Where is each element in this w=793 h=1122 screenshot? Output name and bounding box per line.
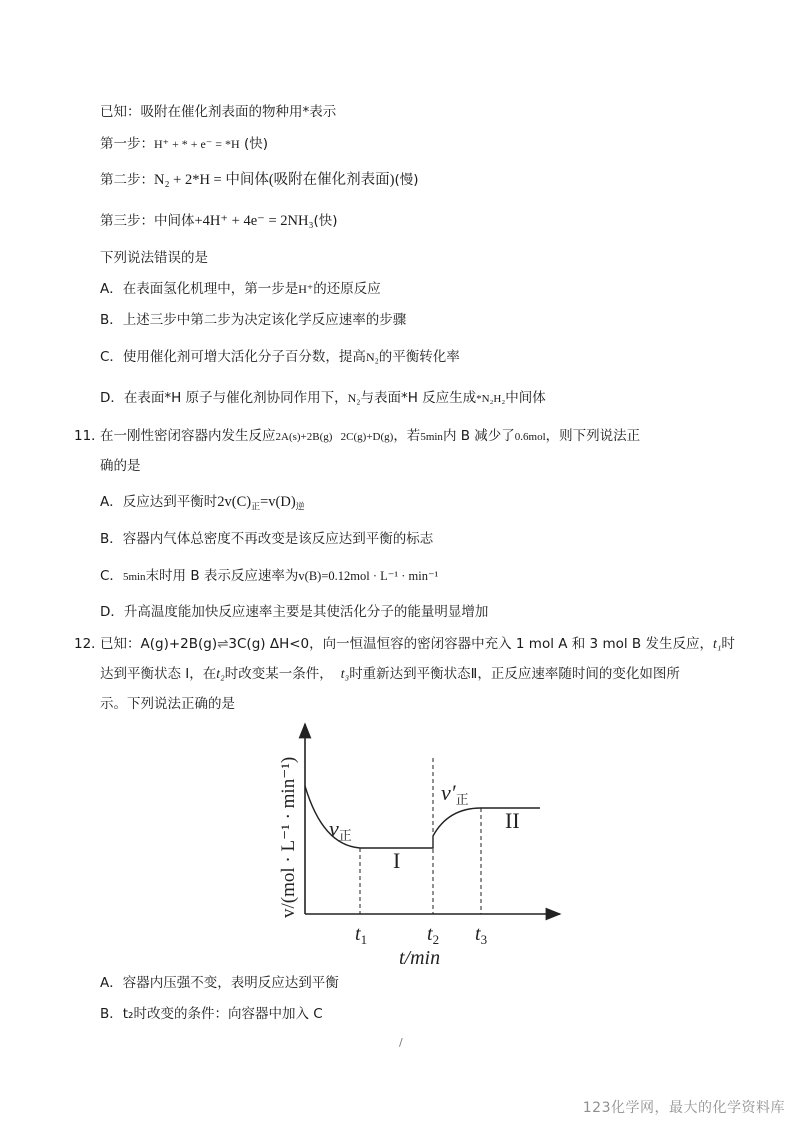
step-2-formula: N₂ + 2*H = 中间体(吸附在催化剂表面): [154, 172, 395, 188]
q12-t3: t₃: [340, 666, 350, 681]
tick-t1: $t_1$: [355, 923, 368, 947]
q12-line-1-b: 3C(g) ΔH<0，向一恒温恒容的密闭容器中充入 1 mol A 和 3 mol B 发生反应，: [228, 636, 713, 652]
q11-stem-c: 内 B 减少了: [442, 428, 515, 444]
equilibrium-arrow-icon: ⇌: [217, 636, 229, 652]
curve2-label: v′正: [441, 780, 469, 807]
q12-line-2-b: 时改变某一条件，: [224, 666, 333, 682]
q11-reaction: 2A(s)+2B(g) 2C(g)+D(g): [275, 431, 394, 443]
q10-option-d-formula-2: *N₂H₂: [476, 393, 506, 405]
q11-stem-line2: 确的是: [100, 458, 141, 474]
q11-stem-d: ，则下列说法正: [545, 428, 641, 444]
q11-option-b[interactable]: B．容器内气体总密度不再改变是该反应达到平衡的标志: [100, 531, 434, 547]
x-axis-label: t/min: [399, 947, 441, 969]
region-2-label: II: [505, 808, 520, 833]
q10-option-d-tail: 中间体: [505, 390, 546, 406]
q12-option-b[interactable]: B．t₂时改变的条件：向容器中加入 C: [100, 1006, 323, 1022]
q10-option-d-text: D．在表面*H 原子与催化剂协同作用下，: [100, 390, 348, 406]
q10-option-c-tail: 的平衡转化率: [378, 349, 460, 365]
q10-option-d-formula-1: N₂: [347, 391, 361, 405]
q11-stem: [100, 426, 640, 447]
q10-option-a-tail: 的还原反应: [313, 281, 381, 297]
step-3: [100, 211, 338, 231]
q11-option-a-formula-1: 2v(C): [217, 494, 252, 510]
q11-option-d[interactable]: D．升高温度能加快反应速率主要是其使活化分子的能量明显增加: [100, 604, 489, 620]
q10-option-a-text: A．在表面氢化机理中，第一步是: [100, 281, 299, 297]
q10-option-c[interactable]: [100, 347, 460, 367]
tick-t3: $t_3$: [475, 923, 488, 947]
page-mark: /: [399, 1036, 403, 1049]
q12-line-1-a: 已知：A(g)+2B(g): [100, 636, 218, 652]
q11-stem-b: ，若: [393, 428, 421, 444]
q10-stem: 下列说法错误的是: [100, 250, 208, 266]
q10-option-d-mid: 与表面*H 反应生成: [360, 390, 477, 406]
q12-line-1: [100, 634, 735, 654]
q11-option-a-formula-2: =v(D): [260, 494, 296, 510]
q12-t1: t₁: [712, 636, 722, 651]
step-2-prefix: 第二步：: [100, 172, 154, 188]
q12-line-3: 示。下列说法正确的是: [100, 696, 235, 712]
tick-t2: $t_2$: [427, 923, 440, 947]
q11-option-c-formula: v(B)=0.12mol · L⁻¹ · min⁻¹: [298, 569, 439, 583]
q10-option-a-formula: H⁺: [298, 282, 314, 296]
curve1-label: v正: [329, 816, 352, 843]
q10-option-b[interactable]: B．上述三步中第二步为决定该化学反应速率的步骤: [100, 312, 407, 328]
q11-option-a[interactable]: [100, 492, 305, 512]
q11-option-a-sub-1: 正: [251, 502, 261, 513]
q12-t2: t₂: [216, 666, 225, 681]
q11-option-c-time: 5min: [122, 571, 146, 583]
q12-line-2-c: 时重新达到平衡状态Ⅱ，正反应速率随时间的变化如图所: [349, 666, 680, 682]
step-1-prefix: 第一步：: [100, 136, 154, 152]
step-1: [100, 134, 268, 154]
q10-option-c-text: C．使用催化剂可增大活化分子百分数，提高: [100, 349, 366, 365]
q12-line-1-c: 时: [721, 636, 735, 652]
q12-line-2: [100, 664, 680, 684]
step-3-suffix: (快): [313, 213, 338, 229]
rate-time-graph: [265, 718, 575, 970]
step-1-suffix: (快): [243, 136, 268, 152]
step-3-formula: +4H⁺ + 4e⁻ = 2NH₃: [194, 213, 314, 229]
q11-time: 5min: [420, 431, 443, 443]
q11-option-c[interactable]: [100, 566, 438, 587]
step-1-formula: H⁺ + * + e⁻ = *H: [154, 137, 240, 151]
q10-option-a[interactable]: [100, 279, 381, 299]
q11-amount: 0.6mol: [514, 431, 546, 443]
q12-line-2-a: 达到平衡状态 I，在: [100, 666, 217, 682]
q12-number: 12．: [74, 636, 105, 652]
footer-watermark: 123化学网，最大的化学资料库: [582, 1100, 785, 1116]
region-1-label: I: [393, 848, 401, 873]
q12-option-a[interactable]: A．容器内压强不变，表明反应达到平衡: [100, 975, 339, 991]
step-2-suffix: (慢): [394, 172, 419, 188]
q11-option-a-sub-2: 逆: [295, 502, 305, 513]
q11-option-a-text: A．反应达到平衡时: [100, 494, 218, 510]
known-statement: 已知：吸附在催化剂表面的物种用*表示: [100, 104, 337, 120]
q11-option-c-text: C．: [100, 568, 123, 584]
q10-option-d[interactable]: [100, 388, 546, 409]
q11-option-c-mid: 末时用 B 表示反应速率为: [145, 568, 299, 584]
q10-option-c-formula: N₂: [365, 350, 379, 364]
step-2: [100, 170, 419, 190]
q11-number: 11．: [74, 428, 105, 444]
step-3-prefix: 第三步：中间体: [100, 213, 195, 229]
q11-stem-a: 在一刚性密闭容器内发生反应: [100, 428, 276, 444]
y-axis-label: v/(mol · L⁻¹ · min⁻¹): [278, 756, 299, 918]
